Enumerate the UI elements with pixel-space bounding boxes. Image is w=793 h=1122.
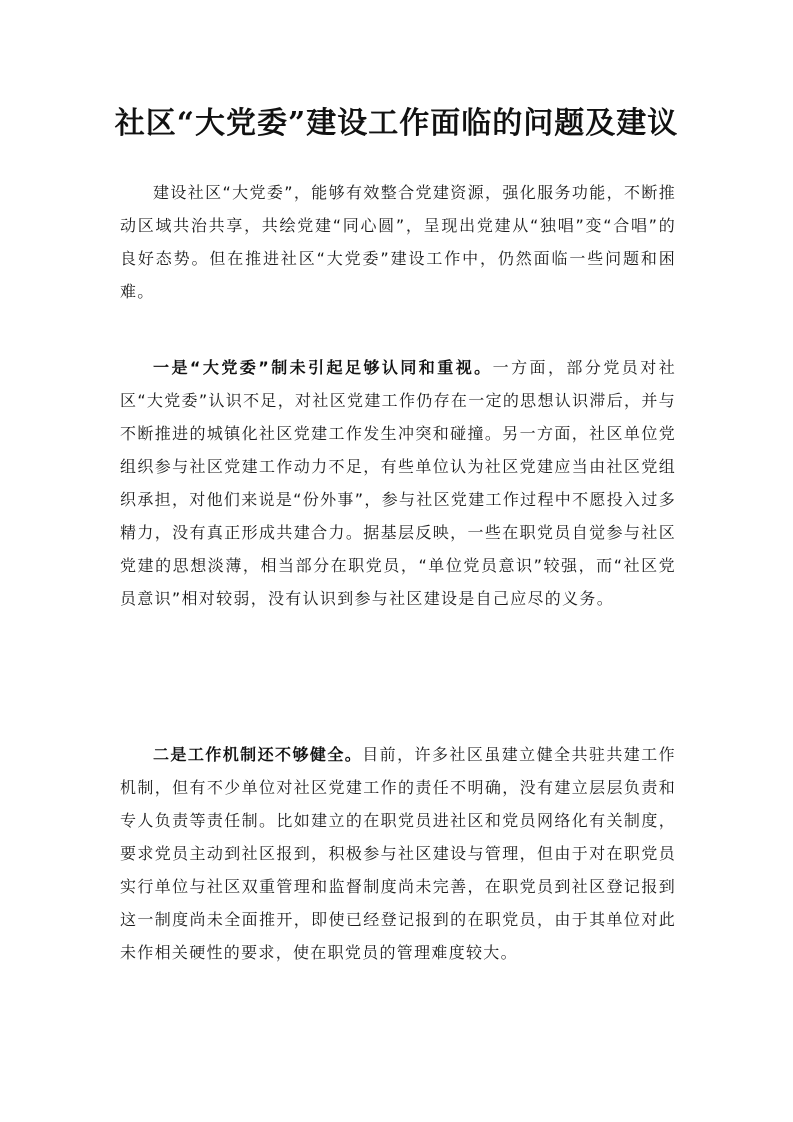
paragraph-issue-one-heading: 一是“大党委”制未引起足够认同和重视。 xyxy=(153,358,493,377)
paragraph-intro-text: 建设社区“大党委”，能够有效整合党建资源，强化服务功能，不断推动区域共治共享，共绘党建“同心圆”，呈现出党建从“独唱”变“合唱”的良好态势。但在推进社区“大党委”建设工作中，仍然面临一些问题和困难。 xyxy=(120,183,676,301)
paragraph-issue-one xyxy=(120,351,676,615)
paragraph-intro xyxy=(120,176,676,308)
paragraph-issue-one-text: 一方面，部分党员对社区“大党委”认识不足，对社区党建工作仍存在一定的思想认识滞后，并与不断推进的城镇化社区党建工作发生冲突和碰撞。另一方面，社区单位党组织参与社区党建工作动力不足，有些单位认为社区党建应当由社区党组织承担，对他们来说是“份外事”，参与社区党建工作过程中不愿投入过多精力，没有真正形成共建合力。据基层反映，一些在职党员自觉参与社区党建的思想淡薄，相当部分在职党员，“单位党员意识”较强，而“社区党员意识”相对较弱，没有认识到参与社区建设是自己应尽的义务。 xyxy=(120,358,676,608)
paragraph-issue-two-text: 目前，许多社区虽建立健全共驻共建工作机制，但有不少单位对社区党建工作的责任不明确，没有建立层层负责和专人负责等责任制。比如建立的在职党员进社区和党员网络化有关制度，要求党员主动到社区报到，积极参与社区建设与管理，但由于对在职党员实行单位与社区双重管理和监督制度尚未完善，在职党员到社区登记报到这一制度尚未全面推开，即使已经登记报到的在职党员，由于其单位对此未作相关硬性的要求，使在职党员的管理难度较大。 xyxy=(120,745,676,962)
paragraph-issue-two xyxy=(120,738,676,969)
document-title: 社区“大党委”建设工作面临的问题及建议 xyxy=(114,106,679,141)
paragraph-issue-two-heading: 二是工作机制还不够健全。 xyxy=(153,745,363,764)
